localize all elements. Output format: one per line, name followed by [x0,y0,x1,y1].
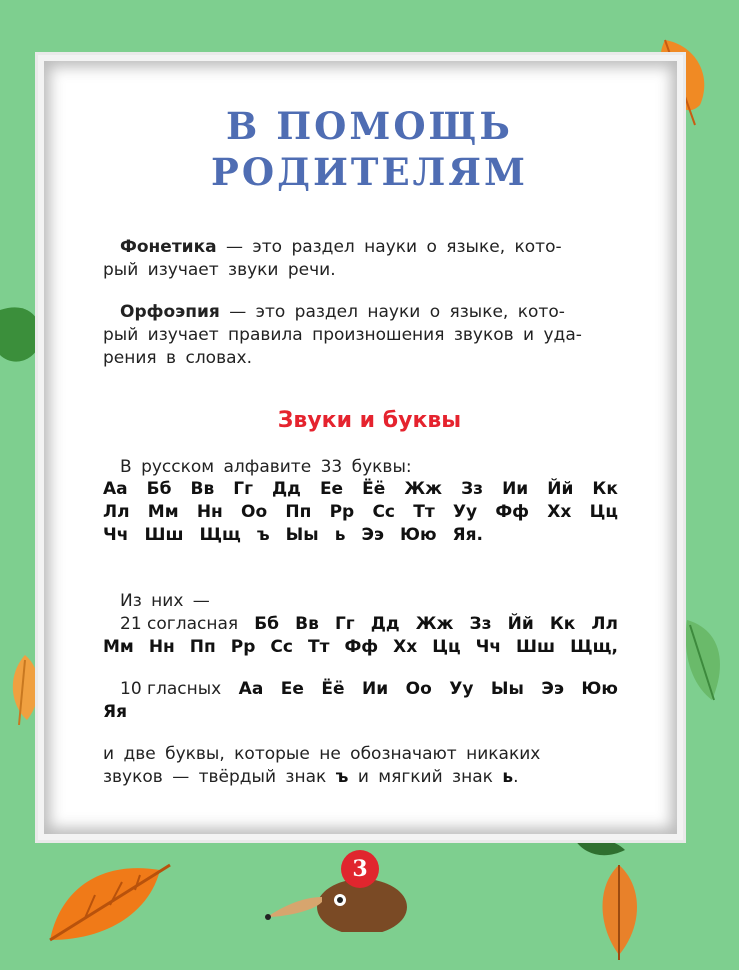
alphabet-row-1 [103,478,618,501]
alphabet-row-3 [103,524,483,547]
page-title-line1: В ПОМОЩЬ [226,104,513,148]
letter-pair: Дд [272,479,301,499]
letter-pair: Фф [344,637,379,657]
letter-pair: Шш [516,637,556,657]
letter-pair: Цц [432,637,461,657]
hedgehog-icon [262,862,412,932]
signs-text-c: . [513,767,519,787]
section-title: Звуки и буквы [277,408,462,433]
of-them-text: Из них — [120,591,210,611]
letter-pair: Бб [254,614,280,634]
brown-leaf-icon [592,860,647,960]
letter-pair: Ее [319,479,344,499]
green-leaf-right-icon [682,615,727,705]
letter-pair: Йй [507,614,534,634]
letter-pair: Гг [233,479,253,499]
hard-sign: ъ [335,767,349,787]
letter-pair: Уу [452,502,478,522]
letter-pair: Вв [190,479,215,499]
letter-pair: Оо [405,679,432,699]
letter-pair: Цц [589,502,618,522]
alphabet-intro: В русском алфавите 33 буквы: [120,457,412,477]
letter-pair: Дд [370,614,400,634]
letter-pair: Чч [475,637,502,657]
consonants-prefix: 21 согласная [120,614,239,634]
orthoepy-definition [120,301,618,324]
vowel-last: Яя [103,702,128,722]
signs-line2 [103,766,618,789]
phonetics-line1: — это раздел науки о языке, кото- [216,237,562,257]
letter-pair: Гг [334,614,355,634]
alphabet-row-2 [103,501,618,524]
phonetics-definition [120,236,618,259]
letter-pair: Мм [103,637,134,657]
letter-pair: Жж [404,479,443,499]
letter-pair: Вв [295,614,319,634]
orthoepy-line1: — это раздел науки о языке, кото- [219,302,565,322]
letter-pair: Кк [549,614,576,634]
vowels-row-1 [120,678,618,701]
soft-sign: ь [502,767,514,787]
letter-pair: Аа [103,479,128,499]
consonants-row-1 [120,613,618,636]
letter-pair: Рр [329,502,355,522]
letter-pair: Йй [547,479,574,499]
letter-pair: Тт [307,637,330,657]
orthoepy-line3: рения в словах. [103,348,252,368]
letter-pair: Чч [103,525,129,545]
consonants-row-2 [103,636,618,659]
letter-pair: Ее [280,679,304,699]
letter-pair: Уу [449,679,474,699]
letter-pair: Лл [591,614,618,634]
letter-pair: Нн [196,502,223,522]
letter-pair: Ээ [361,525,385,545]
letter-pair: Ёё [362,479,386,499]
phonetics-term: Фонетика [120,237,217,257]
letter-pair: Щщ, [570,637,618,657]
letter-pair: Ыы [285,525,319,545]
letter-pair: Пп [189,637,216,657]
letter-pair: Бб [146,479,172,499]
signs-line1: и две буквы, которые не обозначают никаких [103,744,541,764]
signs-text-a: звуков — твёрдый знак [103,767,336,787]
letter-pair: Хх [547,502,572,522]
letter-pair: Тт [413,502,435,522]
letter-pair: Пп [285,502,312,522]
letter-pair: Жж [415,614,454,634]
letter-pair: Сс [270,637,293,657]
page-title-line2: РОДИТЕЛЯМ [211,150,528,194]
letter-pair: Щщ [199,525,241,545]
letter-pair: Шш [144,525,184,545]
page-number: 3 [341,850,379,888]
letter-pair: Зз [469,614,492,634]
letter-pair: Ии [362,679,389,699]
letter-pair: Аа [238,679,264,699]
orthoepy-line2: рый изучает правила произношения звуков и уда- [103,325,582,345]
letter-pair: ь [334,525,346,545]
letter-pair: Оо [241,502,268,522]
letter-pair: Рр [230,637,256,657]
letter-pair: Ёё [321,679,345,699]
vowels-row-2 [103,701,618,724]
letter-pair: ъ [256,525,270,545]
letter-pair: Юю [400,525,437,545]
letter-pair: Кк [592,479,618,499]
letter-pair: Юю [581,679,618,699]
letter-pair: Сс [372,502,396,522]
letter-pair: Лл [103,502,130,522]
signs-text-b: и мягкий знак [348,767,503,787]
letter-pair: Фф [495,502,530,522]
letter-pair: Хх [393,637,418,657]
letter-pair: Мм [147,502,179,522]
vowels-prefix: 10 гласных [120,679,222,699]
large-orange-leaf-icon [40,850,180,950]
letter-pair: Ээ [541,679,564,699]
letter-pair: Ии [502,479,529,499]
phonetics-line2: рый изучает звуки речи. [103,260,336,280]
letter-pair: Ыы [490,679,524,699]
orthoepy-term: Орфоэпия [120,302,220,322]
letter-pair: Зз [461,479,484,499]
letter-pair: Нн [148,637,175,657]
letter-pair: Яя. [452,525,483,545]
